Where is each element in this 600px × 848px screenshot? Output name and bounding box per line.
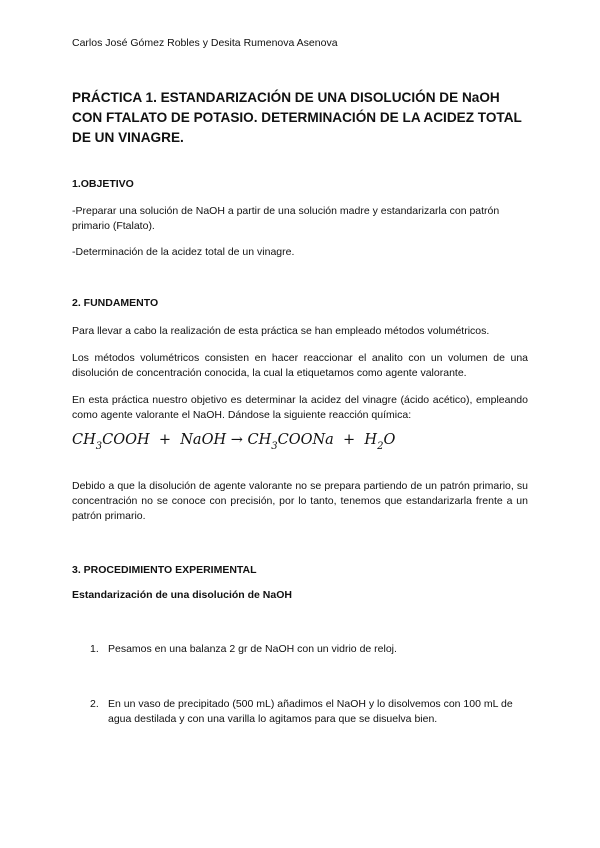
eq-reactant-2: NaOH	[180, 432, 227, 448]
section-heading-fundamento: 2. FUNDAMENTO	[72, 297, 159, 309]
list-item	[90, 642, 530, 657]
document-title: PRÁCTICA 1. ESTANDARIZACIÓN DE UNA DISOLUCIÓN DE NaOH CON FTALATO DE POTASIO. DETERMINACIÓN DE LA ACIDEZ TOTAL DE UN VINAGRE.	[72, 90, 522, 145]
objetivo-paragraph-2: -Determinación de la acidez total de un vinagre.	[72, 246, 295, 258]
authors-header: Carlos José Gómez Robles y Desita Rumenova Asenova	[72, 37, 338, 49]
fundamento-paragraph-2: Los métodos volumétricos consisten en hacer reaccionar el analito con un volumen de una disolución de concentración conocida, la cual la etiquetamos como agente valorante.	[72, 352, 528, 379]
section-heading-procedimiento: 3. PROCEDIMIENTO EXPERIMENTAL	[72, 564, 257, 576]
eq-product-2: $H_2O$	[364, 432, 396, 452]
subsection-heading-estandarizacion: Estandarización de una disolución de NaOH	[72, 589, 292, 601]
list-item-number: 1.	[90, 643, 99, 655]
eq-product-1: $CH_3COONa$	[247, 432, 334, 452]
eq-plus-1: +	[158, 432, 172, 448]
eq-arrow: →	[230, 432, 243, 448]
list-item-number: 2.	[90, 698, 99, 710]
objetivo-paragraph-1: -Preparar una solución de NaOH a partir de una solución madre y estandarizarla con patrón primario (Ftalato).	[72, 205, 500, 232]
eq-reactant-1: $CH_3COOH$	[72, 432, 150, 452]
eq-plus-2: +	[343, 432, 356, 448]
list-item	[90, 697, 530, 727]
fundamento-paragraph-1: Para llevar a cabo la realización de esta práctica se han empleado métodos volumétricos.	[72, 325, 490, 337]
chemical-equation	[72, 432, 396, 452]
list-item-text: En un vaso de precipitado (500 mL) añadimos el NaOH y lo disolvemos con 100 mL de agua destilada y con una varilla lo agitamos para que se disuelva bien.	[108, 698, 513, 725]
fundamento-paragraph-3: En esta práctica nuestro objetivo es determinar la acidez del vinagre (ácido acético), empleando como agente valorante el NaOH. Dándose la siguiente reacción química:	[72, 394, 528, 421]
section-heading-objetivo: 1.OBJETIVO	[72, 178, 134, 190]
list-item-text: Pesamos en una balanza 2 gr de NaOH con un vidrio de reloj.	[108, 643, 397, 655]
fundamento-paragraph-4: Debido a que la disolución de agente valorante no se prepara partiendo de un patrón primario, su concentración no se conoce con precisión, por lo tanto, tenemos que estandarizarla frente a un patrón primario.	[72, 480, 528, 522]
